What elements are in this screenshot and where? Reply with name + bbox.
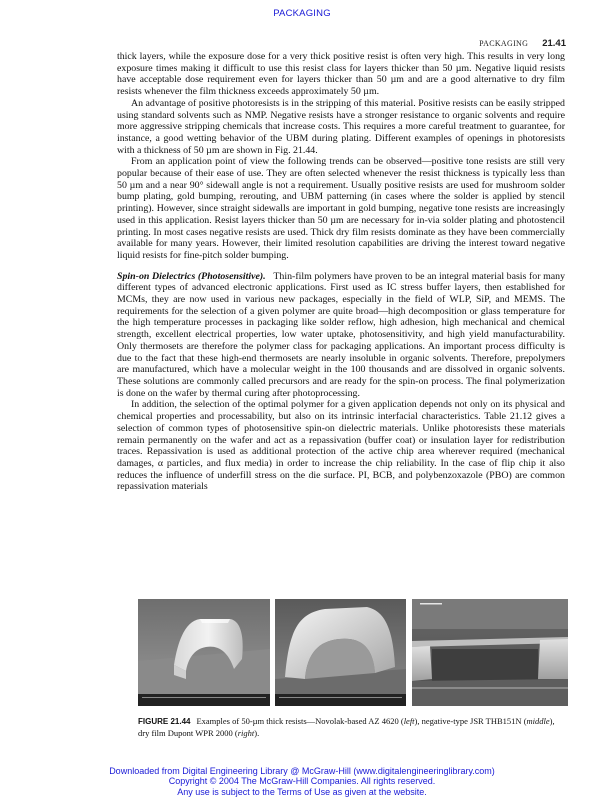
body-text: [117, 51, 565, 493]
paragraph-3: From an application point of view the following trends can be observed—positive tone resists are still very popular because of their ease of use. They are often selected whenever the resist thickness is typically less than 50 µm and a near 90° sidewall angle is not a requirement. Usually positive resists are used for mushroom solder bump plating, gold bumping, rerouting, and UBM patterning (in cases where the solder is applied by stencil printing). However, since straight sidewalls are important in gold bumping, negative tone resists are increasingly used in this application. Resist layers thicker than 50 µm are necessary for in-via solder plating and photostencil printing. In most cases negative resists are used. Thick dry film resists dominate as they have been commercially available for many years. However, their limited resolution capabilities are driving the interest toward negative liquid resists for fine-pitch solder bumping.: [117, 156, 565, 261]
section-heading: Spin-on Dielectrics (Photosensitive).: [117, 270, 266, 282]
figure-21-44-images: [138, 599, 568, 706]
paragraph-5: In addition, the selection of the optimal polymer for a given application depends not only on its physical and chemical properties and processability, but also on its intrinsic interfacial characteristics. Table 21.12 gives a selection of common types of photosensitive spin-on dielectric materials. Unlike photoresists these materials remain permanently on the wafer and act as a repassivation (buffer coat) or insulation layer for redistribution traces. Repassivation is used as additional protection of the active chip area wherever required (mechanical damages, α particles, and flux media) in order to increase the chip reliability. In the case of flip chip it also reduces the influence of underfill stress on the die surface. PI, BCB, and polybenzoxazole (PBO) are common repassivation materials: [117, 399, 565, 493]
caption-left: left: [403, 716, 415, 726]
caption-text-d: ).: [254, 727, 260, 738]
sem-photo-right: [412, 599, 568, 706]
caption-text-b: ), negative-type JSR THB151N (: [414, 716, 527, 726]
page-number: 21.41: [542, 38, 566, 49]
footer-download-link[interactable]: Downloaded from Digital Engineering Library @ McGraw-Hill (www.digitalengineeringlibrary.com): [109, 766, 495, 776]
caption-text-c: ), dry film Dupont WPR 2000 (: [138, 716, 555, 738]
sem-photo-left: [138, 599, 270, 706]
caption-middle: middle: [526, 716, 550, 726]
figure-caption: [138, 716, 566, 738]
sem-photo-middle: [275, 599, 406, 706]
caption-right: right: [237, 727, 255, 738]
paragraph-1: thick layers, while the exposure dose for a very thick positive resist is often very high. This results in very long exposure times making it difficult to use this resist class for layers thicker than 50 µm. Negative liquid resists have acceptable dose requirement even for layers thicker than 50 µm and are a good alternative to dry film resists whenever the film thickness exceeds approximately 50 µm.: [117, 51, 565, 98]
running-head: [479, 38, 566, 49]
footer-copyright: Copyright © 2004 The McGraw-Hill Companies. All rights reserved.: [168, 776, 436, 787]
paragraph-2: An advantage of positive photoresists is in the stripping of this material. Positive resists can be easily stripped using standard solvents such as NMP. Negative resists have a stronger resistance to organic solvents and require more aggressive stripping chemicals that increase costs. This requires a more careful treatment to guarantee, for instance, a good wetting behavior of the UBM during plating. Different examples of openings in photoresists with a thickness of 50 µm are shown in Fig. 21.44.: [117, 97, 565, 156]
figure-label: FIGURE 21.44: [138, 717, 191, 726]
caption-text-a: Examples of 50-µm thick resists—Novolak-based AZ 4620 (: [196, 716, 404, 726]
running-head-section: PACKAGING: [479, 39, 529, 48]
footer: [0, 766, 604, 797]
paragraph-4-text: Thin-film polymers have proven to be an integral material basis for many different types of advanced electronic applications. First used as IC stress buffer layers, then established for MCMs, they are now used in various new packages, especially in the field of WLP, SiP, and MEMS. The requirements for the selection of a given polymer are quite broad—high decomposition or glass temperature for the high temperature processes in packaging like solder reflow, high adhesion, high mechanical and chemical strength, excellent electrical properties, low water uptake, photosensitivity, and high yield manufacturability. Only thermosets are therefore the polymer class for packaging applications. An important process difficulty is due to the fact that these high-end thermosets are nearly insoluble in organic solvents. Therefore, prepolymers are manufactured, which have a molecular weight in the 100 thousands and are dissolved in organic solvents. These solutions are commonly called precursors and are ready for the spin-on process. The final polymerization is done on the wafer by thermal curing after photoprocessing.: [117, 270, 566, 399]
paragraph-4: [117, 271, 565, 400]
top-banner: PACKAGING: [273, 8, 331, 19]
footer-terms: Any use is subject to the Terms of Use as given at the website.: [177, 786, 427, 797]
